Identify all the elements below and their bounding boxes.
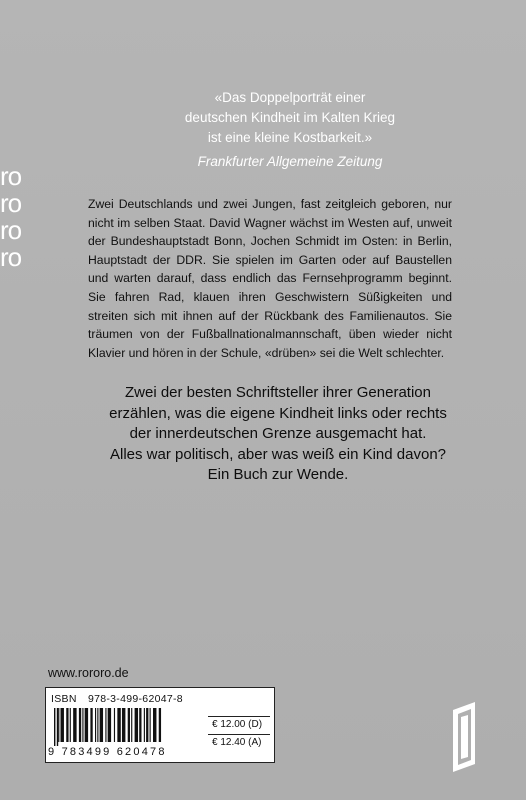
quote-line: deutschen Kindheit im Kalten Krieg xyxy=(184,110,396,125)
barcode-icon xyxy=(52,708,202,746)
price-at: € 12.40 (A) xyxy=(208,734,270,752)
spine-logo-part: ro xyxy=(0,242,22,272)
quote-source: Frankfurter Allgemeine Zeitung xyxy=(197,154,383,169)
barcode-digits: 9 783499 620478 xyxy=(48,746,167,758)
pitch-line: Zwei der besten Schriftsteller ihrer Generation xyxy=(125,384,431,401)
publisher-logo-icon xyxy=(453,702,477,772)
isbn-line xyxy=(51,693,191,705)
pitch-line: Alles war politisch, aber was weiß ein Kind davon? xyxy=(110,445,446,463)
isbn-label: ISBN xyxy=(51,693,77,705)
pitch-text xyxy=(88,383,468,486)
spine-logo-part: ro xyxy=(0,215,22,245)
publisher-url[interactable]: www.rororo.de xyxy=(48,666,129,680)
barcode-panel xyxy=(45,687,275,763)
spine-logo-part: ro xyxy=(0,161,22,191)
price-list xyxy=(208,716,270,752)
quote-line: «Das Doppelporträt einer xyxy=(214,90,366,105)
blurb-text: Zwei Deutschlands und zwei Jungen, fast zeitgleich geboren, nur nicht im selben Staat. David Wagner wächst im Westen auf, unweit der Bundeshauptstadt Bonn, Jochen Schmidt im Osten: in Berlin, Hauptstadt der DDR. Sie spielen im Garten oder auf Baustellen und warten darauf, dass endlich das Fernsehprogramm beginnt. Sie fahren Rad, klauen ihren Geschwistern Süßigkeiten und streiten sich mit ihnen auf der Rückbank des Familienautos. Sie träumen von der Fußballnationalmannschaft, üben wieder nicht Klavier und hören in der Schule, «drüben» sei die Welt schlechter. xyxy=(88,197,452,360)
pitch-line: Ein Buch zur Wende. xyxy=(207,466,349,483)
quote-line: ist eine kleine Kostbarkeit.» xyxy=(207,130,373,145)
press-quote xyxy=(150,88,430,172)
price-de: € 12.00 (D) xyxy=(208,716,270,734)
pitch-line: der innerdeutschen Grenze ausgemacht hat. xyxy=(129,425,427,442)
spine-logo-part: ro xyxy=(0,188,22,218)
spine-logo xyxy=(0,163,52,271)
isbn-number: 978-3-499-62047-8 xyxy=(87,693,183,705)
pitch-line: erzählen, was die eigene Kindheit links oder rechts xyxy=(109,404,447,422)
